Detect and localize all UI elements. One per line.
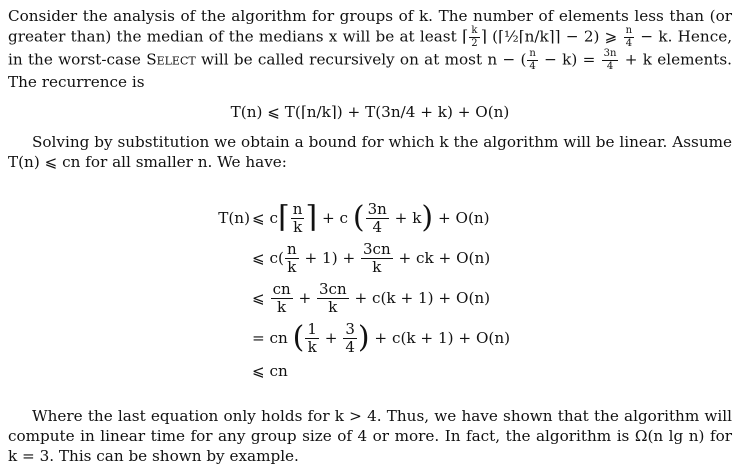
line-end: + O(n) [437,209,490,227]
recurrence-equation: T(n) ⩽ T(⌈n/k⌉) + T(3n/4 + k) + O(n) [230,103,510,121]
line-op: = cn [252,329,288,347]
frac-num: cn [272,279,291,298]
line-end: + c(k + 1) + O(n) [354,289,491,307]
line-tail: + k [394,209,422,227]
paragraph1-ineq-mid: (⌈½⌈n/k⌉⌉ − 2) ⩾ [492,27,623,46]
fraction [285,239,299,276]
paragraph1-part4: + k elements. The recurrence is [8,50,732,91]
line-end: + c(k + 1) + O(n) [374,329,511,347]
fraction [343,319,357,356]
derivation-line-5 [204,358,604,384]
paragraph1-part2: will be called recursively on at most n − ( [195,50,527,69]
fraction [271,279,293,316]
frac-num: n [292,199,303,218]
frac-den: k [287,257,297,276]
fraction-3n-over-4 [602,49,619,72]
fraction-k-over-2 [469,26,479,49]
derivation-lhs: T(n) [218,209,250,227]
frac-num: 3n [603,48,617,59]
frac-num: n [286,239,297,258]
fraction [361,239,393,276]
paragraph1-ineq-end: − k. Hence, in the worst-case [8,27,733,69]
fraction [317,279,349,316]
fraction-n-over-4-b [527,49,537,72]
frac-num: 1 [307,319,317,338]
frac-den: 4 [345,337,355,356]
frac-den: 4 [625,38,633,49]
line-mid: + [298,289,312,307]
line-op: ⩽ c( [252,249,284,267]
frac-den: k [372,257,382,276]
frac-num: 3cn [363,239,391,258]
ceil-open: ⌈ [461,26,469,46]
fraction-n-over-4 [624,26,634,49]
frac-den: 4 [606,61,614,72]
derivation-line-4: = cn ( $\frac{1}{k}$ + $\frac{3}{4}$ ) + c(k + 1) + O(n) [252,319,511,356]
frac-num: 3cn [319,279,347,298]
frac-den: k [277,297,287,316]
derivation-block [204,198,604,384]
paragraph-substitution: Solving by substitution we obtain a bound for which k the algorithm will be linear. Assume T(n) ⩽ cn for all smaller n. We have: [8,133,732,171]
frac-den: k [328,297,338,316]
frac-num: k [469,26,479,38]
paragraph-analysis [8,6,732,92]
fraction [366,199,389,236]
frac-num: 3n [367,199,387,218]
line-mid: + c [322,209,349,227]
line-mid: + [324,329,338,347]
paragraph1-part3: − k) = [538,50,601,69]
fraction [291,199,305,236]
frac-den: k [293,217,303,236]
frac-den: 4 [372,217,382,236]
fraction [305,319,319,356]
frac-num: n [529,48,536,59]
line-op: ⩽ [252,289,265,307]
frac-den: 2 [471,38,478,49]
derivation-line-3 [204,278,604,318]
derivation-line-1: T(n) ⩽ c ⌈ $\frac{n}{k}$ ⌉ + c ( $\frac{3n}{4}$ + k ) + O(n) [204,198,604,238]
frac-den: 4 [529,61,536,72]
select-keyword: Select [146,50,196,69]
paragraph1-part1: Consider the analysis of the algorithm for groups of k. The number of elements less than (or greater than) the median of the medians x will be at least [8,7,732,46]
paragraph-conclusion: Where the last equation only holds for k > 4. Thus, we have shown that the algorithm will compute in linear time for any group size of 4 or more. In fact, the algorithm is Ω(n lg n) for k = 3. This can be shown by example. [8,407,732,465]
frac-den: k [307,337,317,356]
line-op: ⩽ c [252,209,279,227]
line-end: + ck + O(n) [398,249,491,267]
frac-num: n [625,25,633,36]
ceil-close: ⌉ [480,26,487,46]
line-mid: + 1) + [304,249,356,267]
line-op: ⩽ cn [252,362,288,380]
frac-num: 3 [345,319,355,338]
derivation-line-2 [204,238,604,278]
